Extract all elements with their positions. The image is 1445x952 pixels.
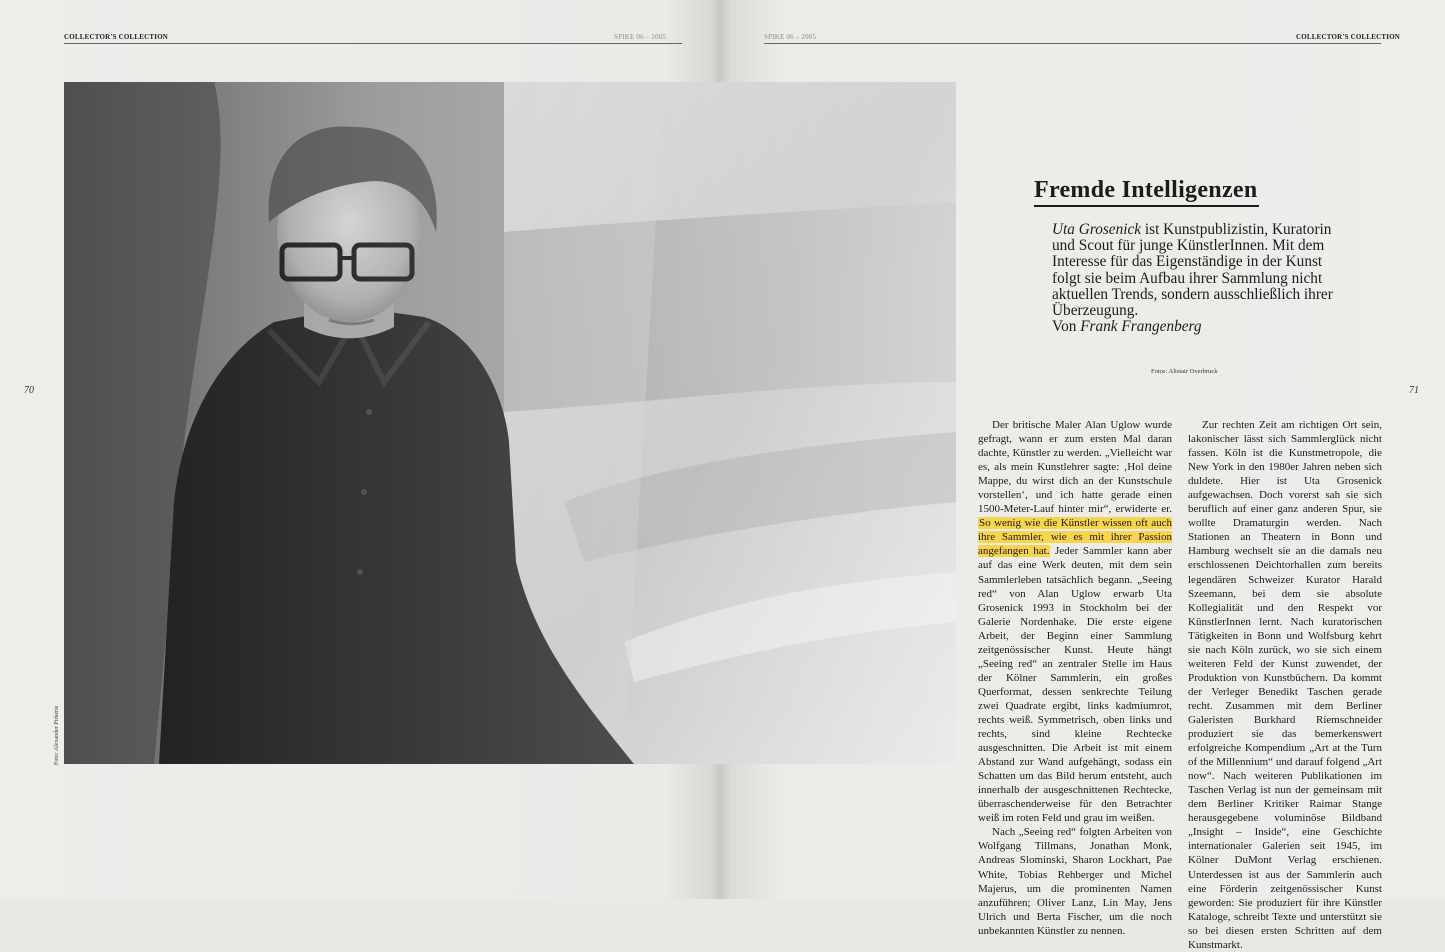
header-rule-left bbox=[64, 43, 682, 44]
photo-credit-vertical: Foto: Alexander Pirkerie bbox=[54, 705, 60, 765]
article-title: Fremde Intelligenzen bbox=[1034, 177, 1258, 203]
title-underline bbox=[1034, 205, 1259, 207]
body-paragraph bbox=[978, 418, 1172, 825]
page-number-left: 70 bbox=[24, 385, 34, 396]
body-text: Der britische Maler Alan Uglow wurde gefragt, wann er zum ersten Mal daran dachte, Künstler zu werden. „Vielleicht war es, als mein Kunstlehrer sagte: ‚Hol deine Mappe, du wirst dich an der Kunstschule vorstellen‘, und ich hatte gerade einen 1500-Meter-Lauf hinter mir“, erwiderte er. bbox=[978, 419, 1172, 516]
header-issue-left: SPIKE 06 – 2005 bbox=[614, 33, 667, 41]
byline-author: Frank Frangenberg bbox=[1080, 318, 1202, 336]
body-paragraph: Nach „Seeing red“ folgten Arbeiten von Wolfgang Tillmans, Jonathan Monk, Andreas Slominski, Sharon Lockhart, Pae White, Tobias Rehberger und Michel Majerus, um die prominenten Namen anzuführen; Oliver Lanz, Lin May, Jens Ulrich und Berta Fischer, um die noch unbekannten Künstler zu nennen. bbox=[978, 826, 1172, 937]
header-rule-right bbox=[764, 43, 1381, 44]
body-column-2 bbox=[1188, 418, 1382, 952]
page-number-right: 71 bbox=[1409, 385, 1419, 396]
portrait-photo bbox=[64, 82, 956, 764]
article-lead bbox=[1036, 222, 1336, 335]
body-text: Jeder Sammler kann aber auf das eine Werk deuten, mit dem sein Sammlerleben tatsächlich begann. „Seeing red“ von Alan Uglow erwarb Uta Grosenick 1993 in Stockholm bei der Galerie Nordenhake. Die erste eigene Arbeit, der Beginn einer Sammlung zeitgenössischer Kunst. Heute hängt „Seeing red“ an zentraler Stelle im Haus der Kölner Sammlerin, ein großes Querformat, dessen senkrechte Teilung zwei Quadrate ergibt, links kadmiumrot, rechts weiß. Symmetrisch, oben links und rechts, sind kleine Rechtecke ausgeschnitten. Die Arbeit ist mit einem Abstand zur Wand aufgehängt, sodass ein Schatten um das Bild herum entsteht, auch innerhalb der ausgeschnittenen Rechtecke, überraschenderweise für den Betrachter weiß im roten Feld und grau im weißen. bbox=[978, 545, 1173, 825]
portrait-photo-illustration bbox=[64, 82, 956, 764]
header-section-label-right: COLLECTOR'S COLLECTION bbox=[1296, 33, 1401, 41]
lead-name: Uta Grosenick bbox=[1052, 221, 1142, 238]
header-section-label-left: COLLECTOR'S COLLECTION bbox=[64, 33, 169, 41]
body-paragraph: Zur rechten Zeit am richtigen Ort sein, lakonischer lässt sich Sammlerglück nicht fassen. Köln ist die Kunstmetropole, die New York in den 1980er Jahren neben sich duldete. Hier ist Uta Grosenick aufgewachsen. Doch vorerst sah sie sich beruflich auf einer ganz anderen Spur, sie wollte Dramaturgin werden. Nach Stationen an Theatern in Bonn und Hamburg wechselt sie an die damals neu erschlossenen Deichtorhallen zum bereits legendären Schweizer Kurator Harald Szeemann, bei dem sie absolute Kollegialität und den Respekt vor KünstlerInnen lernt. Nach kuratorischen Tätigkeiten in Bonn und Wolfsburg kehrt sie nach Köln zurück, wo sie sich einem weiteren Feld der Kunst zuwendet, der Produktion von Kunstbüchern. Da kommt der Verleger Benedikt Taschen gerade recht. Zusammen mit dem Berliner Galeristen Burkhard Riemschneider produziert sie das bemerkenswert erfolgreiche Kompendium „Art at the Turn of the Millennium“ und darauf folgend „Art now“. Nach weiteren Publikationen im Taschen Verlag ist nun der gemeinsam mit dem Berliner Kritiker Raimar Stange herausgegebene voluminöse Bildband „Insight – Inside“, eine Geschichte internationaler Galerien seit 1945, im Kölner DuMont Verlag erschienen. Unterdessen ist aus der Sammlerin auch eine Förderin zeitgenössischer Kunst geworden: Sie produziert für ihre Künstler Kataloge, schreibt Texte und unterstützt sie so bei diesen ersten Schritten auf dem Kunstmarkt. bbox=[1188, 419, 1382, 951]
body-column-1 bbox=[978, 418, 1172, 938]
byline-prefix: Von bbox=[1052, 318, 1081, 336]
highlighted-passage: So wenig wie die Künstler wissen oft auch ihre Sammler, wie es mit ihrer Passion angefangen hat. bbox=[978, 517, 1172, 558]
header-issue-right: SPIKE 06 – 2005 bbox=[764, 33, 817, 41]
lead-text: ist Kunstpublizistin, Kuratorin und Scout für junge KünstlerInnen. Mit dem Interesse für das Eigenständige in der Kunst folgt sie beim Aufbau ihrer Sammlung nicht aktuellen Trends, sondern ausschließlich ihrer Überzeugung. bbox=[1052, 221, 1333, 320]
article-photo-credit: Fotos: Alistair Overbruck bbox=[1151, 368, 1218, 375]
